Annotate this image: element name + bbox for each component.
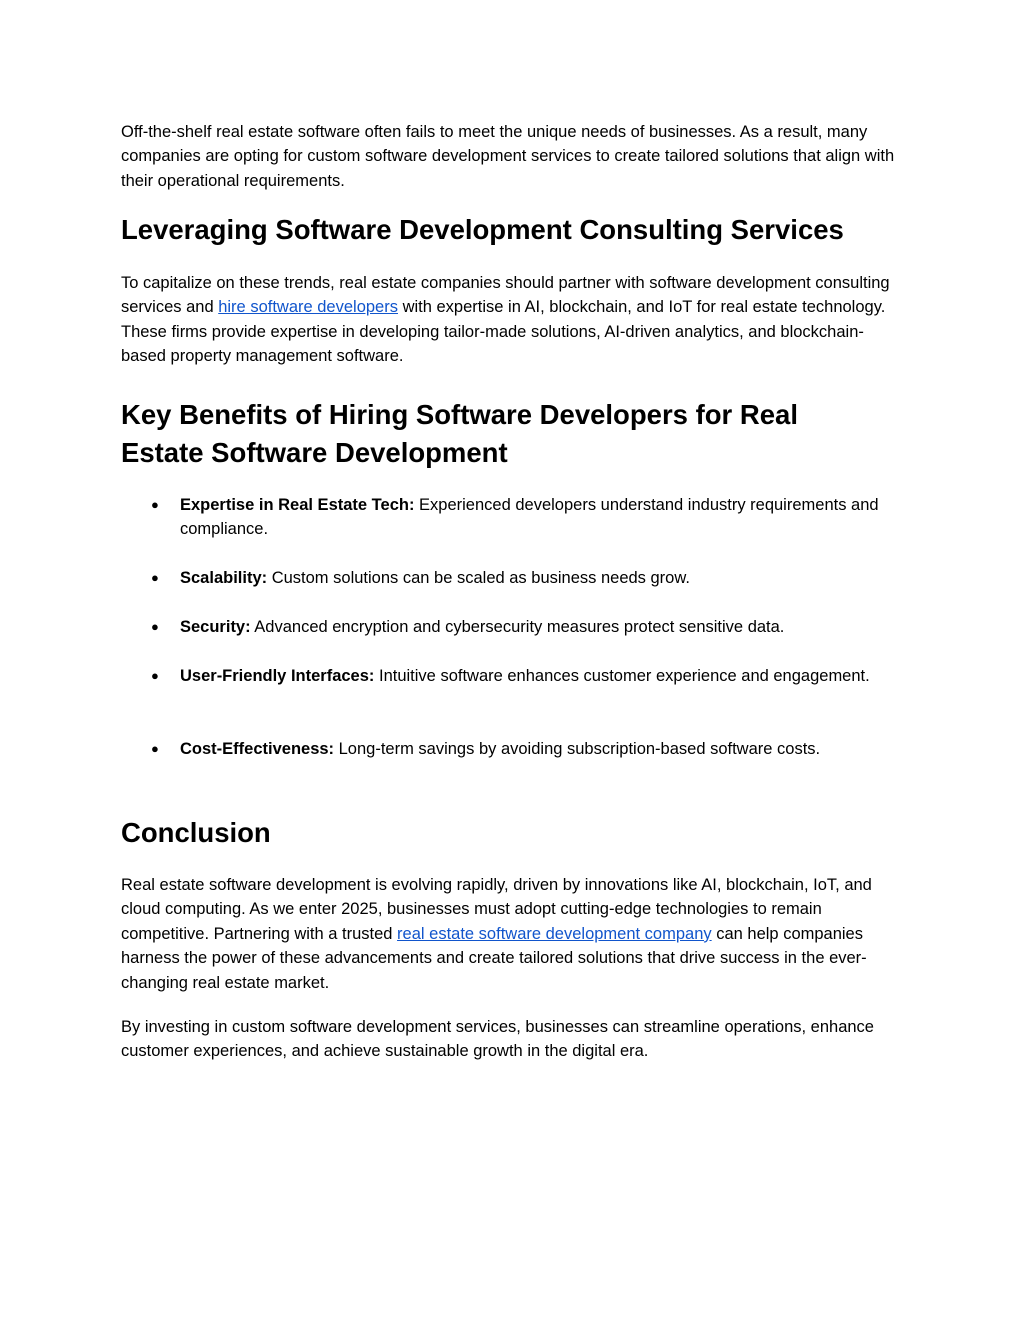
- list-item: [121, 737, 970, 761]
- benefit-term: Cost-Effectiveness:: [180, 740, 335, 758]
- conclusion-heading: Conclusion: [121, 817, 271, 848]
- consulting-paragraph: [121, 271, 901, 369]
- consulting-heading: Leveraging Software Development Consulting Services: [121, 214, 844, 245]
- benefit-term: Expertise in Real Estate Tech:: [180, 496, 415, 514]
- consulting-text-before: To capitalize on these trends, real estate companies should partner with software development consulting services and: [121, 274, 890, 317]
- bullet-icon: ●: [151, 741, 159, 756]
- conclusion-paragraph-2: By investing in custom software development services, businesses can streamline operations, enhance customer experiences, and achieve sustainable growth in the digital era.: [121, 1018, 874, 1061]
- real-estate-company-link[interactable]: real estate software development company: [397, 924, 712, 943]
- conclusion-text-before: Real estate software development is evolving rapidly, driven by innovations like AI, blockchain, IoT, and cloud computing. As we enter 2025, businesses must adopt cutting-edge technologies to remain competitive. Partnering with a trusted: [121, 876, 872, 943]
- benefit-text: Custom solutions can be scaled as business needs grow.: [267, 569, 690, 587]
- bullet-icon: ●: [151, 668, 159, 683]
- benefit-text: Experienced developers understand industry requirements and compliance.: [180, 496, 879, 539]
- benefit-text: Long-term savings by avoiding subscription-based software costs.: [334, 740, 821, 758]
- consulting-text-after: with expertise in AI, blockchain, and IoT for real estate technology. These firms provide expertise in developing tailor-made solutions, AI-driven analytics, and blockchain-based property management software.: [121, 298, 886, 366]
- list-item: [121, 493, 911, 542]
- benefit-text: Advanced encryption and cybersecurity measures protect sensitive data.: [250, 618, 785, 636]
- bullet-icon: ●: [151, 619, 159, 634]
- bullet-icon: ●: [151, 570, 159, 585]
- bullet-icon: ●: [151, 497, 159, 512]
- benefits-heading: Key Benefits of Hiring Software Developers for Real Estate Software Development: [121, 399, 798, 468]
- list-item: [121, 664, 911, 688]
- benefit-term: Security:: [180, 618, 251, 636]
- conclusion-text-after: can help companies harness the power of these advancements and create tailored solutions that drive success in the ever-changing real estate market.: [121, 924, 867, 992]
- benefit-text: Intuitive software enhances customer experience and engagement.: [374, 667, 870, 685]
- benefit-term: Scalability:: [180, 569, 268, 587]
- conclusion-paragraph-1: [121, 873, 901, 995]
- benefit-term: User-Friendly Interfaces:: [180, 667, 375, 685]
- list-item: [121, 615, 940, 639]
- list-item: [121, 566, 911, 590]
- intro-paragraph: Off-the-shelf real estate software often fails to meet the unique needs of businesses. As a result, many companies are opting for custom software development services to create tailored solutions that align with their operational requirements.: [121, 123, 895, 190]
- hire-software-developers-link[interactable]: hire software developers: [218, 298, 398, 317]
